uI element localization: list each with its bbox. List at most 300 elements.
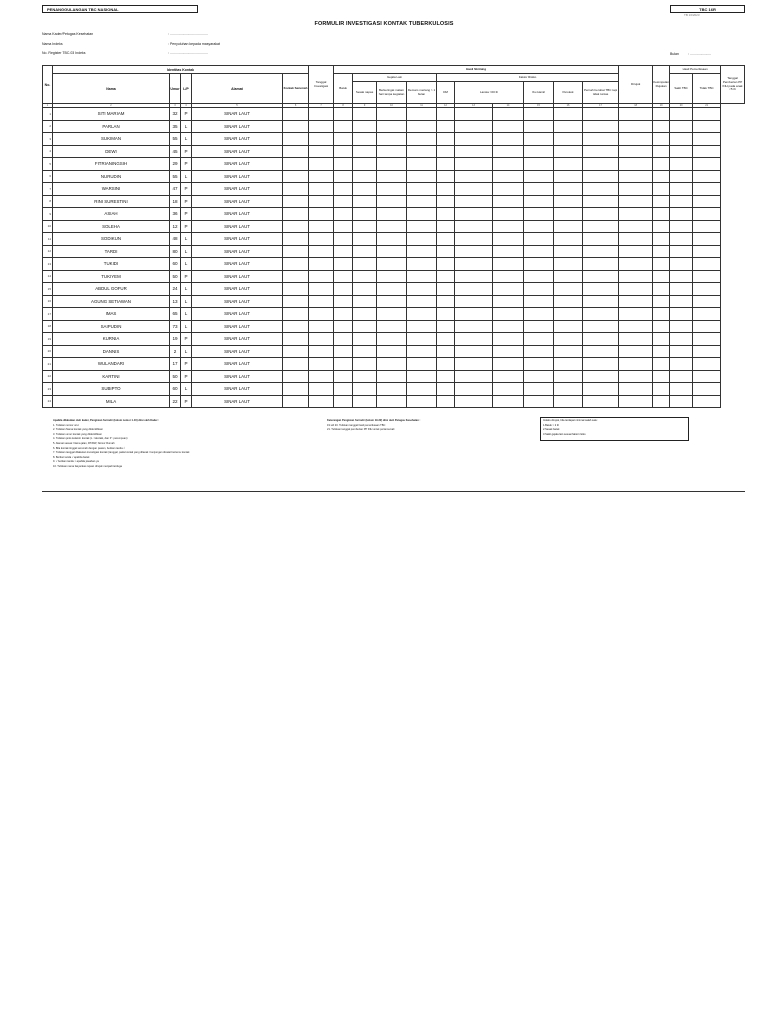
empty-cell[interactable] — [334, 320, 353, 333]
empty-cell[interactable] — [493, 233, 524, 246]
empty-cell[interactable] — [437, 120, 455, 133]
empty-cell[interactable] — [619, 145, 653, 158]
empty-cell[interactable] — [524, 245, 554, 258]
empty-cell[interactable] — [407, 395, 437, 408]
empty-cell[interactable] — [653, 158, 670, 171]
empty-cell[interactable] — [653, 308, 670, 321]
empty-cell[interactable] — [309, 158, 334, 171]
empty-cell[interactable] — [309, 220, 334, 233]
empty-cell[interactable] — [283, 295, 309, 308]
empty-cell[interactable] — [524, 345, 554, 358]
empty-cell[interactable] — [670, 370, 693, 383]
bulan-value[interactable]: : ...................... — [687, 52, 712, 56]
empty-cell[interactable] — [377, 195, 407, 208]
empty-cell[interactable] — [377, 120, 407, 133]
empty-cell[interactable] — [653, 333, 670, 346]
empty-cell[interactable] — [455, 145, 493, 158]
empty-cell[interactable] — [455, 358, 493, 371]
empty-cell[interactable] — [583, 220, 619, 233]
empty-cell[interactable] — [353, 145, 377, 158]
empty-cell[interactable] — [583, 358, 619, 371]
empty-cell[interactable] — [309, 145, 334, 158]
empty-cell[interactable] — [554, 333, 583, 346]
empty-cell[interactable] — [283, 270, 309, 283]
empty-cell[interactable] — [524, 158, 554, 171]
empty-cell[interactable] — [455, 258, 493, 271]
empty-cell[interactable] — [670, 220, 693, 233]
empty-cell[interactable] — [455, 270, 493, 283]
empty-cell[interactable] — [309, 333, 334, 346]
empty-cell[interactable] — [524, 120, 554, 133]
empty-cell[interactable] — [493, 208, 524, 221]
empty-cell[interactable] — [583, 258, 619, 271]
empty-cell[interactable] — [693, 258, 721, 271]
empty-cell[interactable] — [619, 345, 653, 358]
empty-cell[interactable] — [493, 333, 524, 346]
empty-cell[interactable] — [583, 345, 619, 358]
empty-cell[interactable] — [670, 145, 693, 158]
empty-cell[interactable] — [670, 158, 693, 171]
empty-cell[interactable] — [493, 395, 524, 408]
empty-cell[interactable] — [334, 345, 353, 358]
empty-cell[interactable] — [670, 108, 693, 121]
empty-cell[interactable] — [334, 195, 353, 208]
empty-cell[interactable] — [334, 295, 353, 308]
empty-cell[interactable] — [583, 183, 619, 196]
empty-cell[interactable] — [407, 183, 437, 196]
empty-cell[interactable] — [283, 245, 309, 258]
empty-cell[interactable] — [670, 170, 693, 183]
empty-cell[interactable] — [554, 145, 583, 158]
empty-cell[interactable] — [554, 258, 583, 271]
empty-cell[interactable] — [554, 395, 583, 408]
empty-cell[interactable] — [334, 208, 353, 221]
empty-cell[interactable] — [670, 120, 693, 133]
empty-cell[interactable] — [407, 295, 437, 308]
empty-cell[interactable] — [407, 208, 437, 221]
empty-cell[interactable] — [524, 133, 554, 146]
empty-cell[interactable] — [407, 220, 437, 233]
empty-cell[interactable] — [493, 170, 524, 183]
empty-cell[interactable] — [334, 170, 353, 183]
empty-cell[interactable] — [583, 383, 619, 396]
empty-cell[interactable] — [377, 233, 407, 246]
empty-cell[interactable] — [334, 108, 353, 121]
empty-cell[interactable] — [524, 283, 554, 296]
empty-cell[interactable] — [583, 108, 619, 121]
empty-cell[interactable] — [493, 145, 524, 158]
empty-cell[interactable] — [619, 333, 653, 346]
empty-cell[interactable] — [309, 395, 334, 408]
empty-cell[interactable] — [554, 308, 583, 321]
empty-cell[interactable] — [455, 233, 493, 246]
empty-cell[interactable] — [455, 370, 493, 383]
empty-cell[interactable] — [583, 308, 619, 321]
empty-cell[interactable] — [493, 383, 524, 396]
empty-cell[interactable] — [524, 233, 554, 246]
empty-cell[interactable] — [309, 208, 334, 221]
empty-cell[interactable] — [693, 133, 721, 146]
empty-cell[interactable] — [653, 245, 670, 258]
empty-cell[interactable] — [283, 333, 309, 346]
empty-cell[interactable] — [377, 245, 407, 258]
empty-cell[interactable] — [524, 370, 554, 383]
empty-cell[interactable] — [353, 170, 377, 183]
empty-cell[interactable] — [437, 295, 455, 308]
empty-cell[interactable] — [309, 358, 334, 371]
empty-cell[interactable] — [283, 195, 309, 208]
empty-cell[interactable] — [670, 183, 693, 196]
empty-cell[interactable] — [670, 133, 693, 146]
empty-cell[interactable] — [334, 395, 353, 408]
empty-cell[interactable] — [693, 395, 721, 408]
empty-cell[interactable] — [353, 120, 377, 133]
empty-cell[interactable] — [353, 283, 377, 296]
empty-cell[interactable] — [653, 133, 670, 146]
empty-cell[interactable] — [455, 283, 493, 296]
empty-cell[interactable] — [619, 170, 653, 183]
empty-cell[interactable] — [437, 395, 455, 408]
empty-cell[interactable] — [670, 358, 693, 371]
empty-cell[interactable] — [437, 345, 455, 358]
empty-cell[interactable] — [493, 270, 524, 283]
empty-cell[interactable] — [283, 345, 309, 358]
empty-cell[interactable] — [309, 120, 334, 133]
empty-cell[interactable] — [670, 258, 693, 271]
empty-cell[interactable] — [437, 183, 455, 196]
empty-cell[interactable] — [377, 183, 407, 196]
empty-cell[interactable] — [693, 320, 721, 333]
empty-cell[interactable] — [455, 220, 493, 233]
empty-cell[interactable] — [693, 245, 721, 258]
empty-cell[interactable] — [619, 320, 653, 333]
empty-cell[interactable] — [353, 295, 377, 308]
empty-cell[interactable] — [493, 220, 524, 233]
empty-cell[interactable] — [353, 383, 377, 396]
empty-cell[interactable] — [455, 308, 493, 321]
empty-cell[interactable] — [309, 270, 334, 283]
empty-cell[interactable] — [653, 220, 670, 233]
empty-cell[interactable] — [309, 345, 334, 358]
empty-cell[interactable] — [377, 283, 407, 296]
empty-cell[interactable] — [619, 270, 653, 283]
empty-cell[interactable] — [377, 220, 407, 233]
empty-cell[interactable] — [353, 158, 377, 171]
empty-cell[interactable] — [437, 220, 455, 233]
empty-cell[interactable] — [583, 208, 619, 221]
empty-cell[interactable] — [693, 295, 721, 308]
empty-cell[interactable] — [334, 145, 353, 158]
meta-value[interactable]: : ....................................... — [168, 51, 208, 55]
empty-cell[interactable] — [334, 308, 353, 321]
bulan-field[interactable] — [670, 52, 711, 56]
empty-cell[interactable] — [353, 345, 377, 358]
empty-cell[interactable] — [455, 320, 493, 333]
empty-cell[interactable] — [334, 270, 353, 283]
empty-cell[interactable] — [693, 333, 721, 346]
empty-cell[interactable] — [619, 195, 653, 208]
empty-cell[interactable] — [554, 170, 583, 183]
empty-cell[interactable] — [583, 395, 619, 408]
empty-cell[interactable] — [619, 258, 653, 271]
empty-cell[interactable] — [583, 170, 619, 183]
empty-cell[interactable] — [493, 345, 524, 358]
empty-cell[interactable] — [693, 270, 721, 283]
empty-cell[interactable] — [437, 308, 455, 321]
empty-cell[interactable] — [524, 395, 554, 408]
empty-cell[interactable] — [283, 120, 309, 133]
empty-cell[interactable] — [407, 383, 437, 396]
empty-cell[interactable] — [377, 320, 407, 333]
empty-cell[interactable] — [493, 108, 524, 121]
empty-cell[interactable] — [283, 283, 309, 296]
empty-cell[interactable] — [353, 208, 377, 221]
empty-cell[interactable] — [619, 208, 653, 221]
empty-cell[interactable] — [554, 195, 583, 208]
empty-cell[interactable] — [455, 245, 493, 258]
empty-cell[interactable] — [693, 195, 721, 208]
empty-cell[interactable] — [407, 258, 437, 271]
empty-cell[interactable] — [653, 283, 670, 296]
empty-cell[interactable] — [493, 258, 524, 271]
empty-cell[interactable] — [353, 195, 377, 208]
empty-cell[interactable] — [653, 358, 670, 371]
empty-cell[interactable] — [693, 345, 721, 358]
empty-cell[interactable] — [283, 308, 309, 321]
empty-cell[interactable] — [524, 220, 554, 233]
empty-cell[interactable] — [493, 320, 524, 333]
empty-cell[interactable] — [455, 170, 493, 183]
empty-cell[interactable] — [353, 370, 377, 383]
empty-cell[interactable] — [377, 358, 407, 371]
empty-cell[interactable] — [353, 258, 377, 271]
empty-cell[interactable] — [437, 195, 455, 208]
empty-cell[interactable] — [583, 233, 619, 246]
empty-cell[interactable] — [653, 183, 670, 196]
empty-cell[interactable] — [670, 195, 693, 208]
empty-cell[interactable] — [493, 308, 524, 321]
empty-cell[interactable] — [524, 358, 554, 371]
empty-cell[interactable] — [693, 220, 721, 233]
empty-cell[interactable] — [693, 208, 721, 221]
empty-cell[interactable] — [283, 158, 309, 171]
empty-cell[interactable] — [283, 133, 309, 146]
empty-cell[interactable] — [455, 383, 493, 396]
empty-cell[interactable] — [377, 108, 407, 121]
empty-cell[interactable] — [377, 158, 407, 171]
empty-cell[interactable] — [554, 383, 583, 396]
empty-cell[interactable] — [309, 320, 334, 333]
empty-cell[interactable] — [670, 383, 693, 396]
empty-cell[interactable] — [554, 158, 583, 171]
empty-cell[interactable] — [653, 295, 670, 308]
empty-cell[interactable] — [619, 158, 653, 171]
empty-cell[interactable] — [493, 158, 524, 171]
empty-cell[interactable] — [583, 283, 619, 296]
empty-cell[interactable] — [407, 333, 437, 346]
empty-cell[interactable] — [493, 370, 524, 383]
empty-cell[interactable] — [309, 308, 334, 321]
empty-cell[interactable] — [455, 208, 493, 221]
empty-cell[interactable] — [554, 233, 583, 246]
empty-cell[interactable] — [377, 270, 407, 283]
empty-cell[interactable] — [309, 283, 334, 296]
empty-cell[interactable] — [583, 320, 619, 333]
empty-cell[interactable] — [493, 295, 524, 308]
empty-cell[interactable] — [653, 170, 670, 183]
empty-cell[interactable] — [693, 183, 721, 196]
empty-cell[interactable] — [309, 383, 334, 396]
empty-cell[interactable] — [670, 270, 693, 283]
empty-cell[interactable] — [619, 133, 653, 146]
empty-cell[interactable] — [283, 395, 309, 408]
empty-cell[interactable] — [283, 320, 309, 333]
empty-cell[interactable] — [554, 120, 583, 133]
empty-cell[interactable] — [693, 233, 721, 246]
empty-cell[interactable] — [693, 308, 721, 321]
empty-cell[interactable] — [554, 295, 583, 308]
empty-cell[interactable] — [309, 108, 334, 121]
empty-cell[interactable] — [377, 308, 407, 321]
empty-cell[interactable] — [653, 370, 670, 383]
empty-cell[interactable] — [554, 370, 583, 383]
empty-cell[interactable] — [407, 158, 437, 171]
empty-cell[interactable] — [554, 358, 583, 371]
empty-cell[interactable] — [583, 145, 619, 158]
empty-cell[interactable] — [619, 108, 653, 121]
empty-cell[interactable] — [407, 283, 437, 296]
empty-cell[interactable] — [334, 245, 353, 258]
empty-cell[interactable] — [283, 383, 309, 396]
empty-cell[interactable] — [693, 383, 721, 396]
empty-cell[interactable] — [554, 220, 583, 233]
empty-cell[interactable] — [619, 283, 653, 296]
empty-cell[interactable] — [334, 383, 353, 396]
empty-cell[interactable] — [353, 308, 377, 321]
empty-cell[interactable] — [455, 345, 493, 358]
empty-cell[interactable] — [583, 333, 619, 346]
empty-cell[interactable] — [524, 320, 554, 333]
empty-cell[interactable] — [407, 170, 437, 183]
empty-cell[interactable] — [377, 208, 407, 221]
empty-cell[interactable] — [583, 245, 619, 258]
empty-cell[interactable] — [524, 195, 554, 208]
empty-cell[interactable] — [653, 395, 670, 408]
empty-cell[interactable] — [309, 233, 334, 246]
empty-cell[interactable] — [407, 320, 437, 333]
empty-cell[interactable] — [407, 370, 437, 383]
empty-cell[interactable] — [554, 133, 583, 146]
empty-cell[interactable] — [407, 345, 437, 358]
empty-cell[interactable] — [309, 195, 334, 208]
empty-cell[interactable] — [670, 345, 693, 358]
empty-cell[interactable] — [524, 145, 554, 158]
empty-cell[interactable] — [407, 233, 437, 246]
empty-cell[interactable] — [377, 170, 407, 183]
empty-cell[interactable] — [670, 395, 693, 408]
empty-cell[interactable] — [353, 333, 377, 346]
empty-cell[interactable] — [493, 195, 524, 208]
empty-cell[interactable] — [309, 295, 334, 308]
empty-cell[interactable] — [619, 120, 653, 133]
empty-cell[interactable] — [619, 383, 653, 396]
empty-cell[interactable] — [670, 320, 693, 333]
empty-cell[interactable] — [283, 370, 309, 383]
empty-cell[interactable] — [619, 233, 653, 246]
empty-cell[interactable] — [334, 358, 353, 371]
empty-cell[interactable] — [353, 320, 377, 333]
empty-cell[interactable] — [309, 370, 334, 383]
empty-cell[interactable] — [377, 395, 407, 408]
empty-cell[interactable] — [407, 145, 437, 158]
empty-cell[interactable] — [437, 370, 455, 383]
empty-cell[interactable] — [353, 245, 377, 258]
empty-cell[interactable] — [524, 333, 554, 346]
empty-cell[interactable] — [437, 108, 455, 121]
empty-cell[interactable] — [455, 195, 493, 208]
empty-cell[interactable] — [377, 333, 407, 346]
empty-cell[interactable] — [554, 108, 583, 121]
empty-cell[interactable] — [283, 145, 309, 158]
empty-cell[interactable] — [619, 395, 653, 408]
empty-cell[interactable] — [524, 183, 554, 196]
empty-cell[interactable] — [437, 170, 455, 183]
empty-cell[interactable] — [283, 258, 309, 271]
empty-cell[interactable] — [353, 358, 377, 371]
empty-cell[interactable] — [377, 295, 407, 308]
empty-cell[interactable] — [583, 295, 619, 308]
empty-cell[interactable] — [619, 220, 653, 233]
empty-cell[interactable] — [693, 108, 721, 121]
empty-cell[interactable] — [437, 145, 455, 158]
empty-cell[interactable] — [653, 320, 670, 333]
empty-cell[interactable] — [524, 208, 554, 221]
empty-cell[interactable] — [353, 270, 377, 283]
empty-cell[interactable] — [377, 370, 407, 383]
empty-cell[interactable] — [437, 383, 455, 396]
empty-cell[interactable] — [493, 358, 524, 371]
empty-cell[interactable] — [619, 245, 653, 258]
empty-cell[interactable] — [670, 283, 693, 296]
empty-cell[interactable] — [670, 245, 693, 258]
empty-cell[interactable] — [353, 183, 377, 196]
meta-value[interactable]: : ....................................... — [168, 32, 208, 36]
empty-cell[interactable] — [377, 145, 407, 158]
empty-cell[interactable] — [407, 108, 437, 121]
empty-cell[interactable] — [619, 183, 653, 196]
empty-cell[interactable] — [455, 133, 493, 146]
empty-cell[interactable] — [334, 133, 353, 146]
empty-cell[interactable] — [437, 158, 455, 171]
empty-cell[interactable] — [334, 220, 353, 233]
empty-cell[interactable] — [437, 133, 455, 146]
empty-cell[interactable] — [334, 370, 353, 383]
empty-cell[interactable] — [670, 233, 693, 246]
empty-cell[interactable] — [377, 258, 407, 271]
empty-cell[interactable] — [554, 320, 583, 333]
empty-cell[interactable] — [554, 245, 583, 258]
empty-cell[interactable] — [334, 333, 353, 346]
empty-cell[interactable] — [493, 133, 524, 146]
empty-cell[interactable] — [353, 233, 377, 246]
empty-cell[interactable] — [619, 308, 653, 321]
empty-cell[interactable] — [653, 270, 670, 283]
empty-cell[interactable] — [493, 283, 524, 296]
empty-cell[interactable] — [524, 383, 554, 396]
empty-cell[interactable] — [377, 383, 407, 396]
empty-cell[interactable] — [407, 195, 437, 208]
empty-cell[interactable] — [619, 358, 653, 371]
